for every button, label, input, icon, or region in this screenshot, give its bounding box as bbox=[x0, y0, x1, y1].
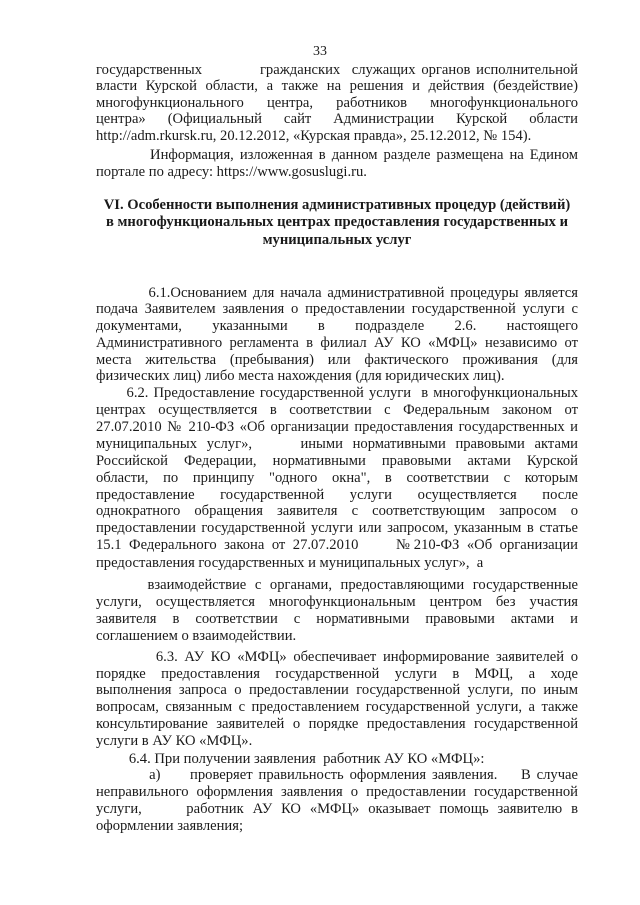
section-heading-line: муниципальных услуг bbox=[262, 232, 412, 248]
text-line: физических лиц) либо места нахождения (для юридических лиц). bbox=[96, 368, 505, 384]
text-line: 27.07.2010 № 210-ФЗ «Об организации предоставления государственных и bbox=[96, 419, 578, 435]
section-heading-line: VI. Особенности выполнения административных процедур (действий) bbox=[103, 197, 571, 213]
text-line: 6.1.Основанием для начала административной процедуры является bbox=[96, 285, 578, 301]
text-line: неправильного оформления заявления о предоставлении государственной bbox=[96, 784, 578, 800]
text-line: услуги, осуществляется многофункциональным центром без участия bbox=[96, 594, 578, 610]
text-line: муниципальных услуг», иными нормативными правовыми актами bbox=[96, 436, 578, 452]
text-line: 6.4. При получении заявления работник АУ КО «МФЦ»: bbox=[96, 751, 485, 767]
text-line: документами, указанными в подразделе 2.6. настоящего bbox=[96, 318, 578, 334]
text-line: предоставления государственных и муниципальных услуг», а bbox=[96, 555, 484, 571]
text-line: 6.2. Предоставление государственной услуги в многофункциональных bbox=[96, 385, 578, 401]
text-line: центра» (Официальный сайт Администрации Курской области bbox=[96, 111, 578, 127]
section-heading-line: в многофункциональных центрах предоставления государственных и bbox=[105, 214, 569, 230]
text-line: Информация, изложенная в данном разделе размещена на Едином bbox=[96, 147, 578, 163]
text-line: услуги в АУ КО «МФЦ». bbox=[96, 733, 253, 749]
text-line: заявителя в соответствии с нормативными правовыми актами и bbox=[96, 611, 578, 627]
text-line: выполнения запроса о предоставлении государственной услуги, по иным bbox=[96, 682, 578, 698]
text-line: центрах осуществляется в соответствии с Федеральным законом от bbox=[96, 402, 578, 418]
text-line: государственных гражданских служащих органов исполнительной bbox=[96, 62, 578, 78]
text-line: http://adm.rkursk.ru, 20.12.2012, «Курская правда», 25.12.2012, № 154). bbox=[96, 128, 532, 144]
text-line: консультирование заявителей о порядке предоставления государственной bbox=[96, 716, 578, 732]
text-line: места жительства (пребывания) или фактического проживания (для bbox=[96, 352, 578, 368]
text-line: 6.3. АУ КО «МФЦ» обеспечивает информирование заявителей о bbox=[96, 649, 578, 665]
text-line: а) проверяет правильность оформления заявления. В случае bbox=[96, 767, 578, 783]
text-line: вопросам, связанным с предоставлением государственной услуги, а также bbox=[96, 699, 578, 715]
text-line: подача Заявителем заявления о предоставлении государственной услуги с bbox=[96, 301, 578, 317]
text-line: соглашением о взаимодействии. bbox=[96, 628, 297, 644]
text-line: власти Курской области, а также на решения и действия (бездействие) bbox=[96, 78, 578, 94]
text-line: предоставлении государственной услуги или запросом, указанным в статье bbox=[96, 520, 578, 536]
text-line: области, по принципу "одного окна", в соответствии с которым bbox=[96, 470, 578, 486]
text-line: однократного обращения заявителя с соответствующим запросом о bbox=[96, 503, 578, 519]
text-line: многофункционального центра, работников многофункционального bbox=[96, 95, 578, 111]
text-line: предоставление государственной услуги осуществляется после bbox=[96, 487, 578, 503]
text-line: взаимодействие с органами, предоставляющими государственные bbox=[96, 577, 578, 593]
text-line: порядке предоставления государственной услуги в МФЦ, а ходе bbox=[96, 666, 578, 682]
text-line: Российской Федерации, нормативными правовыми актами Курской bbox=[96, 453, 578, 469]
text-line: услуги, работник АУ КО «МФЦ» оказывает помощь заявителю в bbox=[96, 801, 578, 817]
text-line: Административного регламента в филиал АУ КО «МФЦ» независимо от bbox=[96, 335, 578, 351]
text-line: оформлении заявления; bbox=[96, 818, 243, 834]
text-line: портале по адресу: https://www.gosuslugi.ru. bbox=[96, 164, 367, 180]
text-line: 15.1 Федерального закона от 27.07.2010 №210-ФЗ «Об организации bbox=[96, 537, 578, 553]
page-number: 33 bbox=[313, 44, 327, 59]
